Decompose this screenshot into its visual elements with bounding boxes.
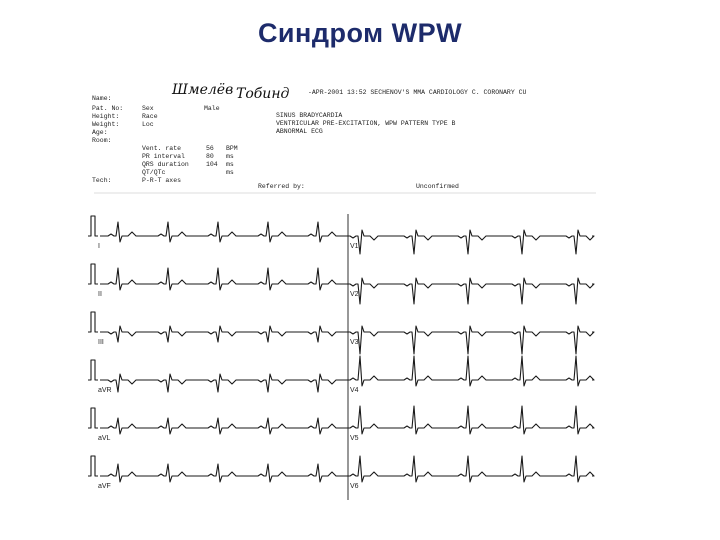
handwritten-signature: Тобинд bbox=[236, 86, 290, 102]
measurement-label: QRS duration bbox=[142, 161, 189, 168]
calibration-pulse bbox=[88, 216, 98, 236]
header-mid-val-0: Male bbox=[204, 105, 220, 112]
header-left-3: Weight: bbox=[92, 121, 120, 128]
ecg-traces bbox=[88, 214, 594, 500]
lead-label-right: V6 bbox=[350, 483, 359, 490]
ecg-banner: -APR-2001 13:52 SECHENOV'S MMA CARDIOLOGY C. CORONARY CU bbox=[308, 89, 527, 96]
ecg-lead-trace-right bbox=[348, 456, 594, 482]
measurement-unit: ms bbox=[226, 169, 234, 176]
measurement-unit: ms bbox=[226, 161, 234, 168]
ecg-lead-trace-left bbox=[100, 464, 348, 482]
lead-label-left: aVL bbox=[98, 435, 111, 442]
header-left-0: Name: bbox=[92, 95, 112, 102]
calibration-pulse bbox=[88, 456, 98, 476]
measurement-value: 104 bbox=[206, 161, 218, 168]
lead-label-left: II bbox=[98, 291, 102, 298]
measurement-label: P-R-T axes bbox=[142, 177, 182, 184]
calibration-pulse bbox=[88, 312, 98, 332]
slide-title: Синдром WPW bbox=[257, 18, 463, 48]
header-left-4: Age: bbox=[92, 129, 108, 136]
header-mid-column bbox=[142, 105, 220, 128]
ecg-chart bbox=[86, 70, 604, 500]
ecg-printout bbox=[86, 70, 604, 500]
measurement-unit: BPM bbox=[226, 145, 238, 152]
lead-label-right: V3 bbox=[350, 339, 359, 346]
calibration-pulse bbox=[88, 360, 98, 380]
header-mid-0: Sex bbox=[142, 105, 154, 112]
measurement-label: PR interval bbox=[142, 153, 185, 160]
ecg-lead-trace-right bbox=[348, 406, 594, 434]
handwritten-name: Шмелёв bbox=[172, 82, 234, 98]
lead-label-right: V4 bbox=[350, 387, 359, 394]
ecg-lead-trace-right bbox=[348, 326, 594, 354]
header-mid-1: Race bbox=[142, 113, 158, 120]
ecg-lead-trace-left bbox=[100, 418, 348, 434]
ecg-lead-trace-right bbox=[348, 356, 594, 386]
measurements bbox=[142, 145, 238, 184]
header-left-5: Room: bbox=[92, 137, 112, 144]
ecg-lead-trace-left bbox=[100, 374, 348, 392]
tech-label: Tech: bbox=[92, 177, 112, 184]
lead-label-left: III bbox=[98, 339, 104, 346]
header-left-column bbox=[92, 95, 123, 144]
unconfirmed-label: Unconfirmed bbox=[416, 183, 459, 190]
measurement-value: 80 bbox=[206, 153, 214, 160]
calibration-pulse bbox=[88, 408, 98, 428]
lead-label-right: V2 bbox=[350, 291, 359, 298]
referred-by-label: Referred by: bbox=[258, 183, 305, 190]
lead-label-right: V1 bbox=[350, 243, 359, 250]
interpretation bbox=[276, 112, 456, 135]
interpretation-line-2: ABNORMAL ECG bbox=[276, 128, 323, 135]
interpretation-line-0: SINUS BRADYCARDIA bbox=[276, 112, 343, 119]
lead-label-left: aVR bbox=[98, 387, 112, 394]
measurement-label: Vent. rate bbox=[142, 145, 182, 152]
lead-label-right: V5 bbox=[350, 435, 359, 442]
header-mid-2: Loc bbox=[142, 121, 154, 128]
ecg-lead-trace-right bbox=[348, 230, 594, 254]
ecg-lead-trace-left bbox=[100, 326, 348, 342]
interpretation-line-1: VENTRICULAR PRE-EXCITATION, WPW PATTERN TYPE B bbox=[276, 120, 456, 127]
ecg-lead-trace-left bbox=[100, 222, 348, 242]
header-left-1: Pat. No: bbox=[92, 105, 124, 112]
ecg-lead-trace-left bbox=[100, 268, 348, 290]
measurement-label: QT/QTc bbox=[142, 169, 166, 176]
measurement-unit: ms bbox=[226, 153, 234, 160]
header-left-2: Height: bbox=[92, 113, 120, 120]
measurement-value: 56 bbox=[206, 145, 214, 152]
calibration-pulse bbox=[88, 264, 98, 284]
lead-label-left: I bbox=[98, 243, 100, 250]
lead-label-left: aVF bbox=[98, 483, 111, 490]
ecg-lead-trace-right bbox=[348, 278, 594, 304]
